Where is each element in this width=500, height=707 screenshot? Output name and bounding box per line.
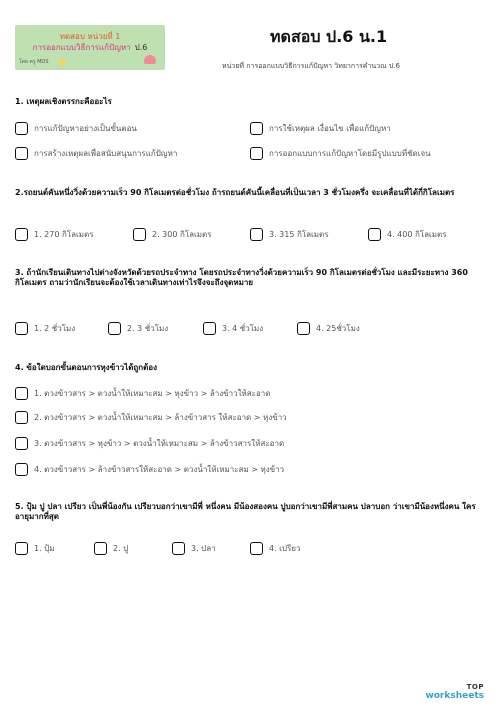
option-label: การแก้ปัญหาอย่างเป็นขั้นตอน [34, 124, 137, 133]
banner-author: โดย ครู MOS [19, 59, 49, 65]
q3-option-1[interactable] [15, 322, 75, 335]
sun-icon [59, 59, 66, 66]
banner-subtitle-text: การออกแบบวิธีการแก้ปัญหา [32, 43, 131, 52]
banner-grade: ป.6 [134, 43, 148, 52]
q3-option-2[interactable] [108, 322, 168, 335]
option-label: 1. ปุ้ม [34, 544, 55, 553]
checkbox[interactable] [15, 122, 28, 135]
checkbox[interactable] [368, 228, 381, 241]
option-label: 3. 315 กิโลเมตร [269, 230, 329, 239]
checkbox[interactable] [15, 147, 28, 160]
q5-option-1[interactable] [15, 542, 55, 555]
option-label: 1. ตวงข้าวสาร > ตวงน้ำให้เหมาะสม > หุงข้าว > ล้างข้าวให้สะอาด [34, 389, 271, 398]
question-4: 4. ข้อใดบอกขั้นตอนการหุงข้าวได้ถูกต้อง [15, 363, 157, 372]
q1-option-3[interactable] [15, 147, 177, 160]
q2-option-1[interactable] [15, 228, 94, 241]
question-1: 1. เหตุผลเชิงตรรกะคืออะไร [15, 97, 112, 106]
checkbox[interactable] [15, 228, 28, 241]
option-label: 2. ตวงข้าวสาร > ตวงน้ำให้เหมาะสม > ล้างข้าวสาร ให้สะอาด > หุงข้าว [34, 413, 287, 422]
option-label: 1. 270 กิโลเมตร [34, 230, 94, 239]
checkbox[interactable] [133, 228, 146, 241]
checkbox[interactable] [203, 322, 216, 335]
question-5: 5. ปุ้ม ปู ปลา เปรียว เป็นพี่น้องกัน เปรียวบอกว่าเขามีพี่ หนึ่งคน มีน้องสองคน ปูบอกว่าเขามีพี่สามคน ปลาบอก ว่าเขามีน้องหนึ่งคน ใครอายุมากที่สุด [15, 502, 476, 521]
checkbox[interactable] [15, 387, 28, 400]
option-label: 4. เปรียว [269, 544, 301, 553]
q5-option-3[interactable] [172, 542, 216, 555]
checkbox[interactable] [297, 322, 310, 335]
page-subtitle: หน่วยที่ การออกแบบวิธีการแก้ปัญหา วิทยาการคำนวณ ป.6 [222, 62, 400, 70]
option-label: 4. 25ชั่วโมง [316, 324, 360, 333]
checkbox[interactable] [15, 463, 28, 476]
logo-top-text: TOP [466, 683, 484, 691]
option-label: 4. 400 กิโลเมตร [387, 230, 447, 239]
checkbox[interactable] [172, 542, 185, 555]
checkbox[interactable] [250, 228, 263, 241]
checkbox[interactable] [15, 322, 28, 335]
logo-bottom-text: worksheets [425, 691, 484, 701]
q4-option-3[interactable] [15, 437, 284, 450]
worksheet-banner [15, 25, 165, 70]
checkbox[interactable] [94, 542, 107, 555]
q1-option-2[interactable] [250, 122, 391, 135]
checkbox[interactable] [250, 122, 263, 135]
option-label: 2. 3 ชั่วโมง [127, 324, 169, 333]
option-label: 2. ปู [113, 544, 129, 553]
q5-option-4[interactable] [250, 542, 300, 555]
option-label: การสร้างเหตุผลเพื่อสนับสนุนการแก้ปัญหา [34, 149, 178, 158]
option-label: 4. ตวงข้าวสาร > ล้างข้าวสารให้สะอาด > ตวงน้ำให้เหมาะสม > หุงข้าว [34, 465, 285, 474]
checkbox[interactable] [15, 437, 28, 450]
q1-option-1[interactable] [15, 122, 137, 135]
q2-option-2[interactable] [133, 228, 212, 241]
option-label: 3. 4 ชั่วโมง [222, 324, 264, 333]
checkbox[interactable] [15, 542, 28, 555]
page-title: ทดสอบ ป.6 น.1 [270, 27, 388, 46]
banner-subtitle [15, 41, 165, 54]
option-label: การใช้เหตุผล เงื่อนไข เพื่อแก้ปัญหา [269, 124, 391, 133]
option-label: การออกแบบการแก้ปัญหาโดยมีรูปแบบที่ชัดเจน [269, 149, 431, 158]
q4-option-2[interactable] [15, 411, 287, 424]
option-label: 3. ปลา [191, 544, 216, 553]
topworksheets-logo[interactable] [425, 683, 484, 701]
q2-option-4[interactable] [368, 228, 447, 241]
question-2: 2.รถยนต์คันหนึ่งวิ่งด้วยความเร็ว 90 กิโลเมตรต่อชั่วโมง ถ้ารถยนต์คันนี้เคลื่อนที่เป็นเวลา 3 ชั่วโมงครึ่ง จะเคลื่อนที่ได้กี่กิโลเมตร [15, 188, 455, 197]
q1-option-4[interactable] [250, 147, 431, 160]
checkbox[interactable] [108, 322, 121, 335]
checkbox[interactable] [15, 411, 28, 424]
q5-option-2[interactable] [94, 542, 128, 555]
option-label: 2. 300 กิโลเมตร [152, 230, 212, 239]
q3-option-4[interactable] [297, 322, 360, 335]
q4-option-1[interactable] [15, 387, 270, 400]
checkbox[interactable] [250, 147, 263, 160]
q2-option-3[interactable] [250, 228, 329, 241]
heart-icon [144, 55, 156, 64]
q3-option-3[interactable] [203, 322, 263, 335]
q4-option-4[interactable] [15, 463, 284, 476]
banner-title: ทดสอบ หน่วยที่ 1 [59, 32, 121, 41]
option-label: 3. ตวงข้าวสาร > หุงข้าว > ตวงน้ำให้เหมาะสม > ล้างข้าวสารให้สะอาด [34, 439, 285, 448]
question-3: 3. ถ้านักเรียนเดินทางไปต่างจังหวัดด้วยรถประจำทาง โดยรถประจำทางวิ่งด้วยความเร็ว 90 กิโลเมตรต่อชั่วโมง และมีระยะทาง 360 กิโลเมตร ถามว่านักเรียนจะต้องใช้เวลาเดินทางเท่าไรจึงจะถึงจุดหมาย [15, 268, 468, 287]
checkbox[interactable] [250, 542, 263, 555]
option-label: 1. 2 ชั่วโมง [34, 324, 76, 333]
